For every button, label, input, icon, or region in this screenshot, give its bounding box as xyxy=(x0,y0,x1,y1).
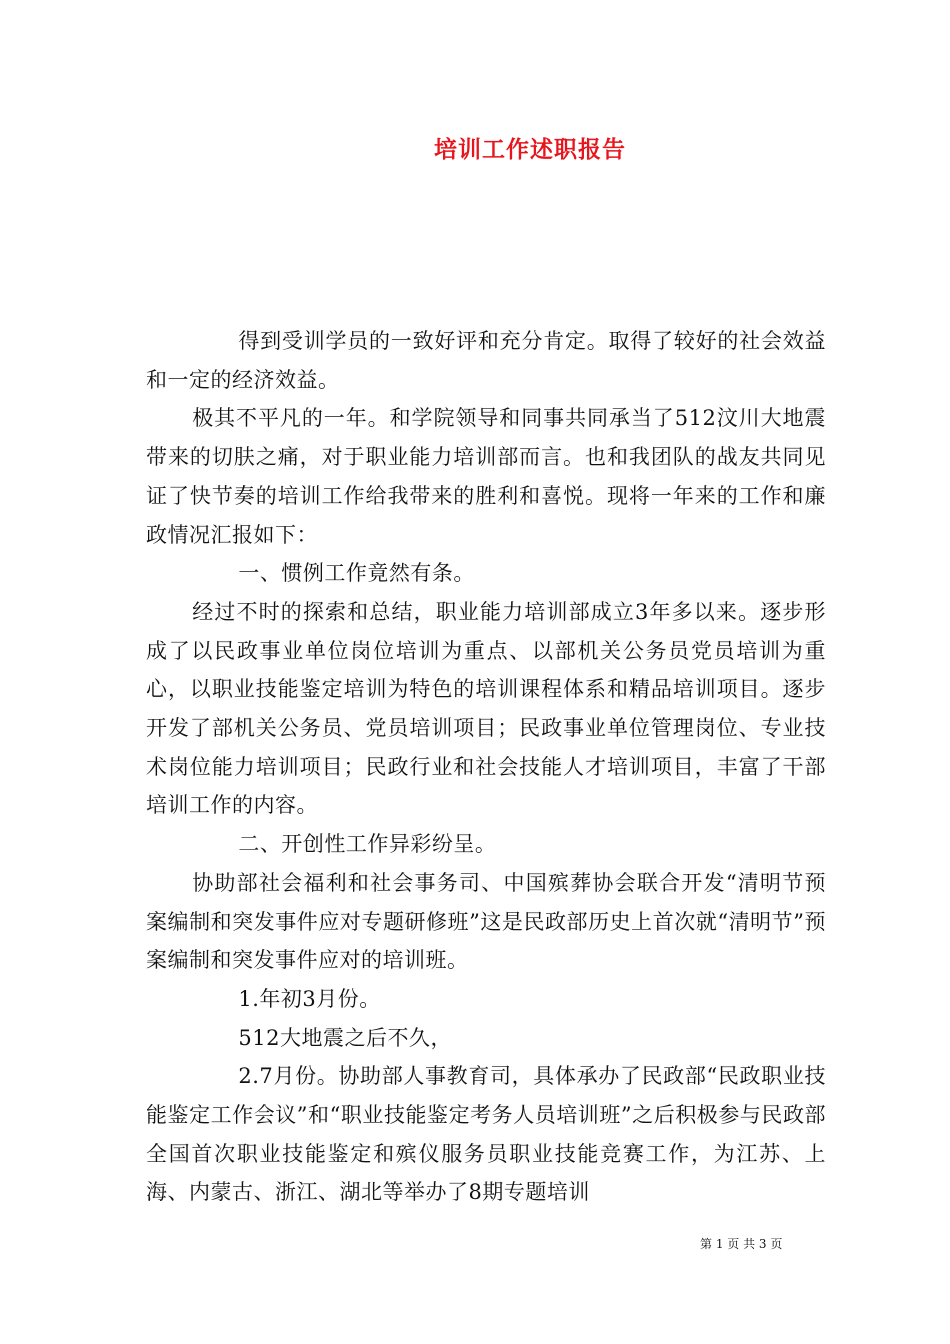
page-title: 培训工作述职报告 xyxy=(434,136,626,163)
page-number-footer: 第 1 页 共 3 页 xyxy=(700,1237,783,1251)
list-item-july: 2.7月份。协助部人事教育司，具体承办了民政部“民政职业技能鉴定工作会议”和“职业技能鉴定考务人员培训班”之后积极参与民政部全国首次职业技能鉴定和殡仪服务员职业技能竞赛工作，为江苏、上海、内蒙古、浙江、湖北等举办了8期专题培训 xyxy=(146,1064,826,1205)
paragraph-intro: 得到受训学员的一致好评和充分肯定。取得了较好的社会效益和一定的经济效益。 xyxy=(146,329,826,392)
list-item-earthquake: 512大地震之后不久， xyxy=(238,1025,452,1050)
list-item-march: 1.年初3月份。 xyxy=(238,986,381,1011)
section-heading-innovative-work: 二、开创性工作异彩纷呈。 xyxy=(238,832,497,857)
section-heading-routine-work: 一、惯例工作竟然有条。 xyxy=(238,561,475,586)
paragraph-qingming-training: 协助部社会福利和社会事务司、中国殡葬协会联合开发“清明节预案编制和突发事件应对专题研修班”这是民政部历史上首次就“清明节”预案编制和突发事件应对的培训班。 xyxy=(146,870,826,973)
paragraph-overview: 极其不平凡的一年。和学院领导和同事共同承当了512汶川大地震带来的切肤之痛，对于职业能力培训部而言。也和我团队的战友共同见证了快节奏的培训工作给我带来的胜利和喜悦。现将一年来的工作和廉政情况汇报如下： xyxy=(146,406,826,547)
document-body xyxy=(146,322,826,1212)
paragraph-routine-work: 经过不时的探索和总结，职业能力培训部成立3年多以来。逐步形成了以民政事业单位岗位培训为重点、以部机关公务员党员培训为重心，以职业技能鉴定培训为特色的培训课程体系和精品培训项目。逐步开发了部机关公务员、党员培训项目；民政事业单位管理岗位、专业技术岗位能力培训项目；民政行业和社会技能人才培训项目，丰富了干部培训工作的内容。 xyxy=(146,599,826,818)
